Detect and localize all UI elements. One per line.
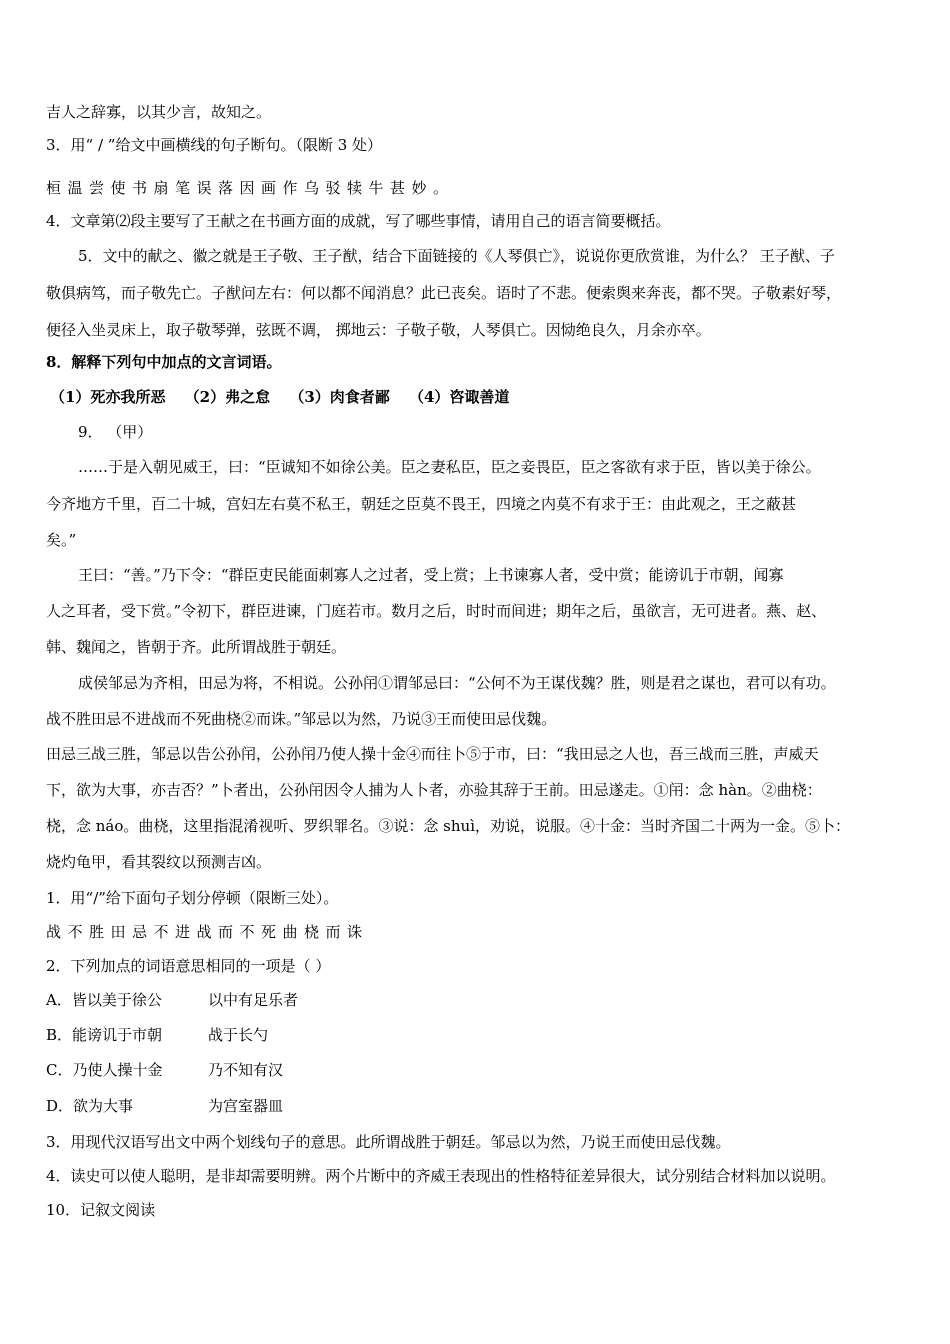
passage-line: 矣。” bbox=[46, 531, 77, 549]
option-d-left: D．欲为大事 bbox=[46, 1097, 134, 1115]
option-c-left: C．乃使人操十金 bbox=[46, 1061, 163, 1079]
passage-line: 今齐地方千里，百二十城，宫妇左右莫不私王，朝廷之臣莫不畏王，四境之内莫不有求于王：由此观之，王之蔽甚 bbox=[46, 495, 797, 513]
passage-line: 韩、魏闻之，皆朝于齐。此所谓战胜于朝廷。 bbox=[46, 638, 347, 656]
option-c bbox=[46, 1060, 283, 1080]
question-5-prompt: 5．文中的献之、徽之就是王子敬、王子猷，结合下面链接的《人琴俱亡》，说说你更欣赏谁，为什么？ 王子猷、子 bbox=[78, 247, 835, 265]
reference-passage-line: 敬俱病笃，而子敬先亡。子猷问左右：何以都不闻消息？此已丧矣。语时了不悲。便索舆来奔丧，都不哭。子敬素好琴， bbox=[46, 284, 842, 302]
option-a-right: 以中有足乐者 bbox=[208, 991, 299, 1009]
pause-exercise-sentence: 战不胜田忌不进战而不死曲桡而诛 bbox=[46, 923, 369, 941]
option-b-right: 战于长勺 bbox=[208, 1026, 269, 1044]
sub-question-4: 4．读史可以使人聪明，是非却需要明辨。两个片断中的齐威王表现出的性格特征差异很大，试分别结合材料加以说明。 bbox=[46, 1167, 836, 1185]
sub-question-2: 2．下列加点的词语意思相同的一项是（ ） bbox=[46, 957, 331, 975]
reference-passage-line: 便径入坐灵床上，取子敬琴弹，弦既不调， 掷地云：子敬子敬，人琴俱亡。因恸绝良久，月余亦卒。 bbox=[46, 321, 711, 339]
text-line: 吉人之辞寡，以其少言，故知之。 bbox=[46, 103, 272, 121]
question-3-prompt: 3．用“ / ”给文中画横线的句子断句。（限断 3 处） bbox=[46, 136, 383, 154]
option-a bbox=[46, 990, 298, 1010]
option-d-right: 为宫室器皿 bbox=[208, 1097, 284, 1115]
option-c-right: 乃不知有汉 bbox=[208, 1061, 284, 1079]
sub-question-1: 1．用“/”给下面句子划分停顿（限断三处）。 bbox=[46, 889, 339, 907]
question-8-heading: 8．解释下列句中加点的文言词语。 bbox=[46, 353, 282, 371]
question-10-heading: 10．记叙文阅读 bbox=[46, 1201, 156, 1219]
passage-line: 下，欲为大事，亦吉否？”卜者出，公孙闬因令人捕为人卜者，亦验其辞于王前。田忌遂走。①闬：念 hàn。②曲桡： bbox=[46, 781, 822, 799]
passage-line: 人之耳者，受下赏。”令初下，群臣进谏，门庭若市。数月之后，时时而间进；期年之后，虽欲言，无可进者。燕、赵、 bbox=[46, 602, 827, 620]
question-4-prompt: 4．文章第⑵段主要写了王献之在书画方面的成就，写了哪些事情，请用自己的语言简要概括。 bbox=[46, 212, 671, 230]
passage-line: 桡，念 náo。曲桡，这里指混淆视听、罗织罪名。③说：念 shuì，劝说，说服。④十金：当时齐国二十两为一金。⑤卜： bbox=[46, 817, 850, 835]
passage-line: 战不胜田忌不进战而不死曲桡②而诛。”邹忌以为然，乃说③王而使田忌伐魏。 bbox=[46, 710, 557, 728]
passage-line: 成侯邹忌为齐相，田忌为将，不相说。公孙闬①谓邹忌曰：“公何不为王谋伐魏？胜，则是君之谋也，君可以有功。 bbox=[78, 674, 836, 692]
option-a-left: A．皆以美于徐公 bbox=[46, 991, 162, 1009]
passage-line: 王曰：“善。”乃下令：“群臣吏民能面刺寡人之过者，受上赏；上书谏寡人者，受中赏；能谤讥于市朝，闻寡 bbox=[78, 566, 784, 584]
question-8-items: （1）死亦我所恶 （2）弗之怠 （3）肉食者鄙 （4）咨诹善道 bbox=[50, 388, 510, 406]
option-b-left: B．能谤讥于市朝 bbox=[46, 1026, 163, 1044]
passage-line: ……于是入朝见威王，曰：“臣诚知不如徐公美。臣之妻私臣，臣之妾畏臣，臣之客欲有求于臣，皆以美于徐公。 bbox=[78, 458, 821, 476]
option-d bbox=[46, 1096, 283, 1116]
passage-line: 烧灼龟甲，看其裂纹以预测吉凶。 bbox=[46, 853, 272, 871]
question-9-heading: 9． （甲） bbox=[78, 423, 153, 441]
option-b bbox=[46, 1025, 268, 1045]
sub-question-3: 3．用现代汉语写出文中两个划线句子的意思。此所谓战胜于朝廷。邹忌以为然，乃说王而使田忌伐魏。 bbox=[46, 1133, 731, 1151]
punctuation-exercise-sentence: 桓温尝使书扇笔误落因画作乌驳犊牛甚妙。 bbox=[46, 179, 455, 197]
passage-line: 田忌三战三胜，邹忌以告公孙闬，公孙闬乃使人操十金④而往卜⑤于市，曰：“我田忌之人也，吾三战而三胜，声威天 bbox=[46, 745, 819, 763]
